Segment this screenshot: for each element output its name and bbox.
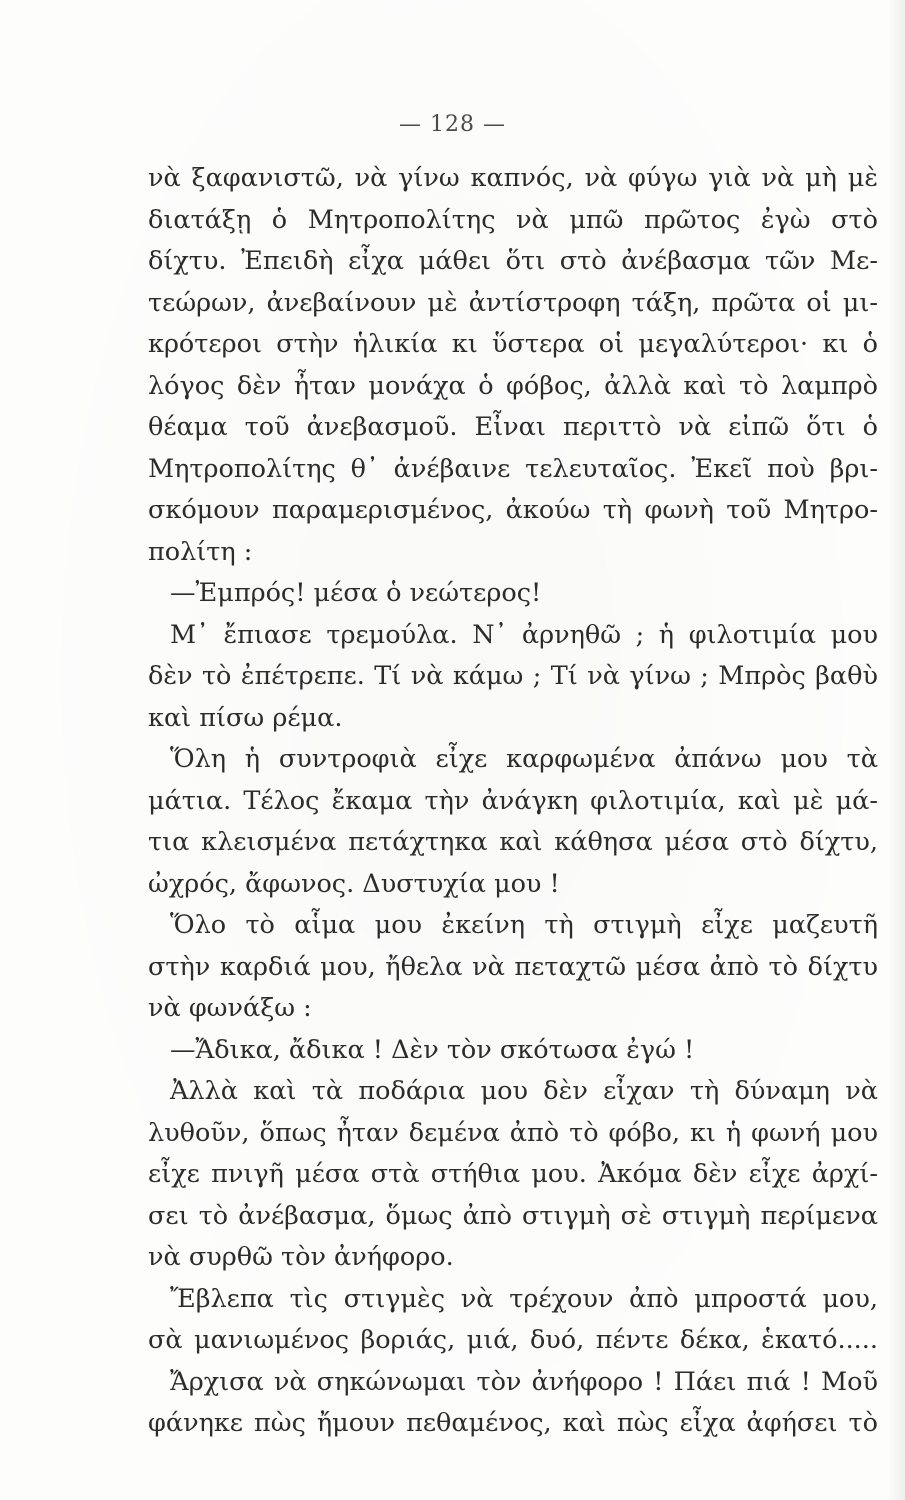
- text-line: σει τὸ ἀνέβασμα, ὅμως ἀπὸ στιγμὴ σὲ στιγμὴ περίμενα: [148, 1200, 878, 1231]
- text-line: Ἄρχισα νὰ σηκώνωμαι τὸν ἀνήφορο ! Πάει πιά ! Μοῦ: [170, 1366, 878, 1397]
- text-line: νὰ φωνάξω :: [148, 993, 312, 1023]
- text-line: καὶ πίσω ρέμα.: [148, 702, 343, 733]
- text-line: Ὅλη ἡ συντροφιὰ εἶχε καρφωμένα ἀπάνω μου τὰ: [170, 744, 878, 774]
- text-line: τια κλεισμένα πετάχτηκα καὶ κάθησα μέσα στὸ δίχτυ,: [148, 827, 878, 857]
- text-line: Μ᾽ ἔπιασε τρεμούλα. Ν᾽ ἀρνηθῶ ; ἡ φιλοτιμία μου: [170, 619, 878, 650]
- text-line: στὴν καρδιά μου, ἤθελα νὰ πεταχτῶ μέσα ἀπὸ τὸ δίχτυ: [148, 951, 878, 982]
- text-line: εἶχε πνιγῆ μέσα στὰ στήθια μου. Ἀκόμα δὲν εἶχε ἀρχί-: [148, 1159, 878, 1189]
- text-line: φάνηκε πὼς ἤμουν πεθαμένος, καὶ πὼς εἶχα ἀφήσει τὸ: [148, 1408, 878, 1438]
- text-line: πολίτη :: [148, 536, 253, 567]
- text-line: δίχτυ. Ἐπειδὴ εἶχα μάθει ὅτι στὸ ἀνέβασμα τῶν Με-: [148, 246, 878, 276]
- text-line: ὠχρός, ἄφωνος. Δυστυχία μου !: [148, 868, 560, 899]
- text-line: λυθοῦν, ὅπως ἦταν δεμένα ἀπὸ τὸ φόβο, κι ἡ φωνή μου: [148, 1117, 878, 1148]
- text-line: σὰ μανιωμένος βοριάς, μιά, δυό, πέντε δέκα, ἑκατό.....: [148, 1325, 878, 1355]
- text-line: νὰ ξαφανιστῶ, νὰ γίνω καπνός, νὰ φύγω γιὰ νὰ μὴ μὲ: [148, 163, 878, 193]
- page-number: — 128 —: [399, 112, 506, 137]
- body-text: [148, 158, 878, 1445]
- text-line: —Ἄδικα, ἄδικα ! Δὲν τὸν σκότωσα ἐγώ !: [170, 1034, 695, 1065]
- text-line: δὲν τὸ ἐπέτρεπε. Τί νὰ κάμω ; Τί νὰ γίνω ; Μπρὸς βαθὺ: [148, 661, 878, 691]
- text-line: κρότεροι στὴν ἡλικία κι ὕστερα οἱ μεγαλύτεροι· κι ὁ: [148, 329, 878, 359]
- text-line: διατάξῃ ὁ Μητροπολίτης νὰ μπῶ πρῶτος ἐγὼ στὸ: [148, 204, 878, 235]
- scan-edge-shadow: [887, 0, 905, 1500]
- text-line: Ὅλο τὸ αἷμα μου ἐκείνη τὴ στιγμὴ εἶχε μαζευτῆ: [170, 910, 878, 940]
- text-line: λόγος δὲν ἦταν μονάχα ὁ φόβος, ἀλλὰ καὶ τὸ λαμπρὸ: [148, 370, 878, 401]
- text-line: νὰ συρθῶ τὸν ἀνήφορο.: [148, 1242, 454, 1272]
- text-line: Ἀλλὰ καὶ τὰ ποδάρια μου δὲν εἶχαν τὴ δύναμη νὰ: [170, 1076, 878, 1106]
- text-line: σκόμουν παραμερισμένος, ἀκούω τὴ φωνὴ τοῦ Μητρο-: [148, 495, 878, 525]
- text-line: —Ἐμπρός! μέσα ὁ νεώτερος!: [170, 578, 542, 608]
- text-line: Ἔβλεπα τὶς στιγμὲς νὰ τρέχουν ἀπὸ μπροστά μου,: [170, 1283, 878, 1314]
- text-line: Μητροπολίτης θ᾽ ἀνέβαινε τελευταῖος. Ἐκεῖ ποὺ βρι-: [148, 453, 878, 484]
- text-line: μάτια. Τέλος ἔκαμα τὴν ἀνάγκη φιλοτιμία, καὶ μὲ μά-: [148, 785, 878, 816]
- text-line: τεώρων, ἀνεβαίνουν μὲ ἀντίστροφη τάξη, πρῶτα οἱ μι-: [148, 287, 878, 318]
- text-line: θέαμα τοῦ ἀνεβασμοῦ. Εἶναι περιττὸ νὰ εἰπῶ ὅτι ὁ: [148, 412, 878, 442]
